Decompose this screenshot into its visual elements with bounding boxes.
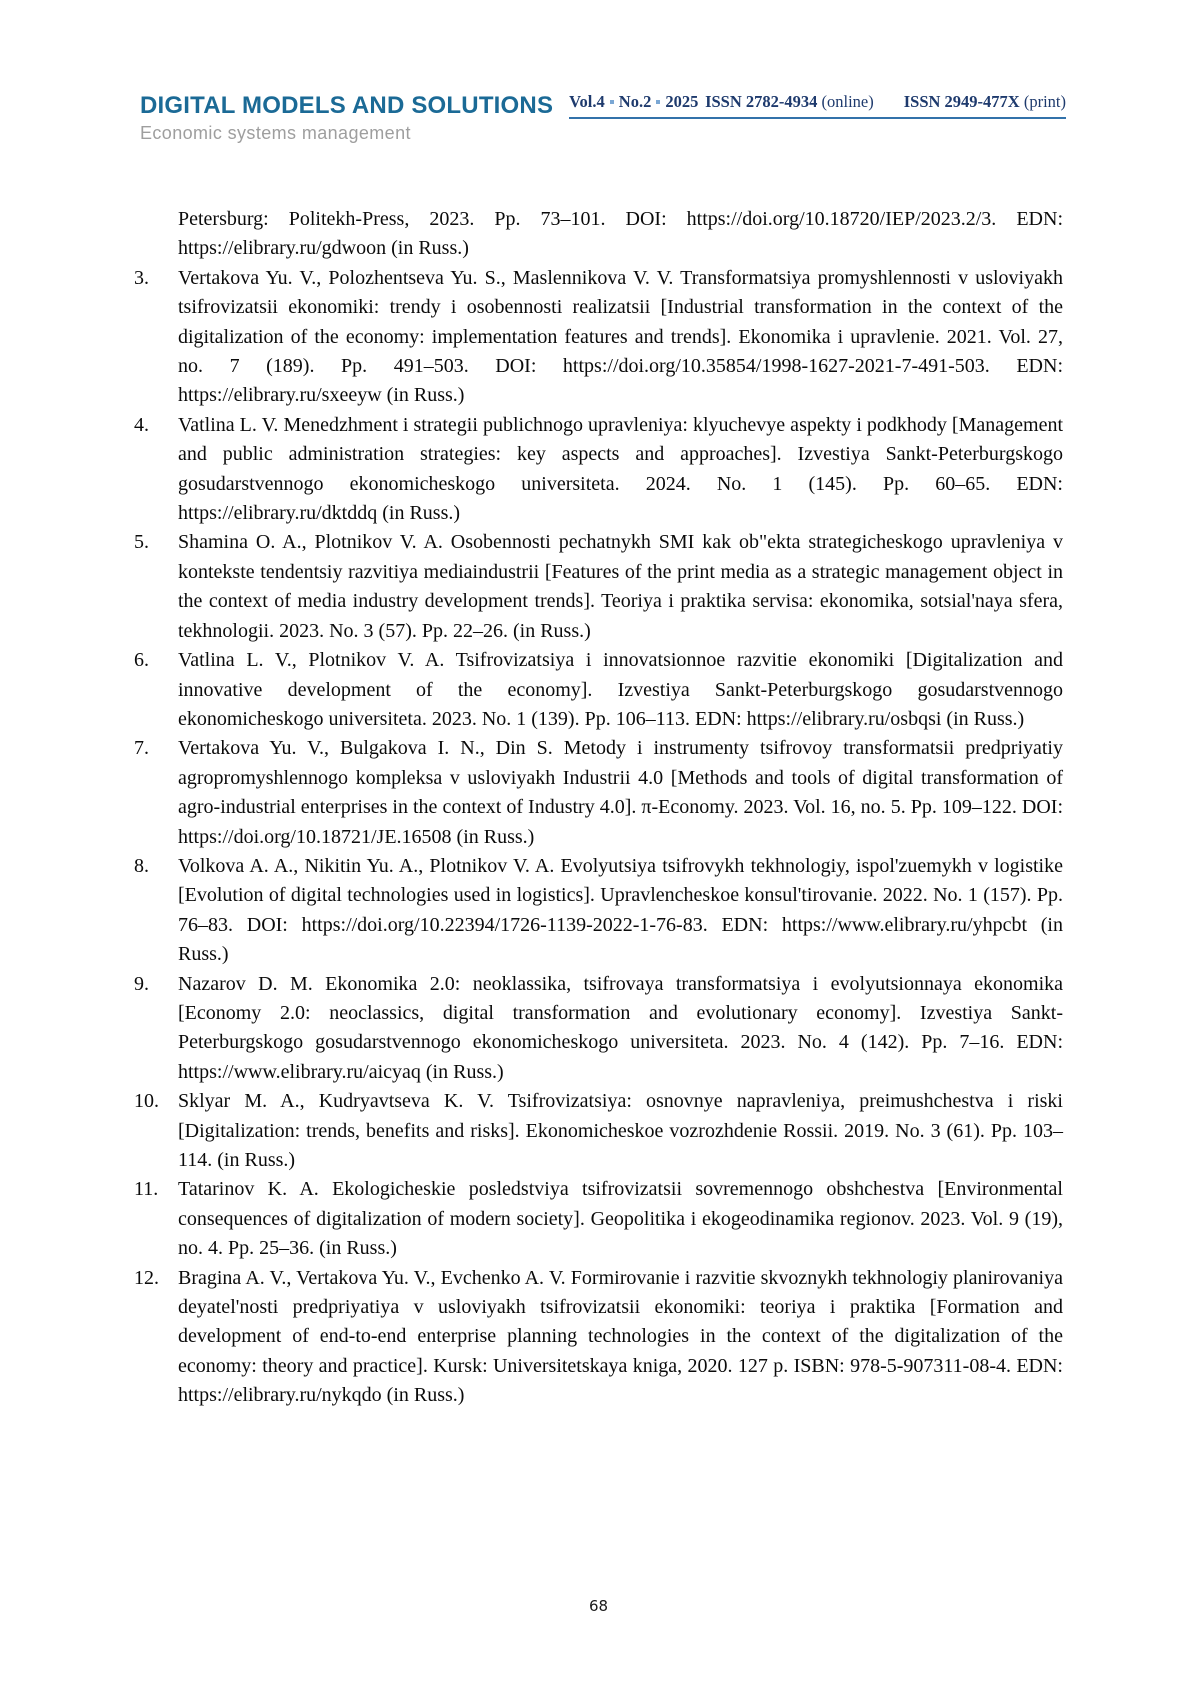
page-header	[140, 92, 1066, 144]
reference-item	[134, 734, 1063, 852]
reference-text: Vatlina L. V. Menedzhment i strategii publichnogo upravleniya: klyuchevye aspekty i podkhody [Management and public administration strategies: key aspects and approaches]. Izvestiya Sankt-Peterburgskogo gosudarstvennogo ekonomicheskogo universiteta. 2024. No. 1 (145). Pp. 60–65. EDN: https://elibrary.ru/dktddq (in Russ.)	[178, 413, 1063, 525]
header-row	[140, 92, 1066, 119]
page-footer	[134, 1597, 1063, 1615]
page-number: 68	[588, 1597, 609, 1615]
reference-text: Vertakova Yu. V., Bulgakova I. N., Din S. Metody i instrumenty tsifrovoy transformatsii predpriyatiy agropromyshlennogo kompleksa v usloviyakh Industrii 4.0 [Methods and tools of digital transformation of agro-industrial enterprises in the context of Industry 4.0]. π-Economy. 2023. Vol. 16, no. 5. Pp. 109–122. DOI: https://doi.org/10.18721/JE.16508 (in Russ.)	[178, 737, 1063, 848]
reference-number: 5.	[134, 531, 149, 554]
reference-item	[134, 1087, 1063, 1175]
dot-separator-icon	[656, 100, 660, 104]
reference-number: 4.	[134, 413, 149, 436]
reference-item	[134, 1175, 1063, 1263]
journal-title: DIGITAL MODELS AND SOLUTIONS	[140, 91, 554, 119]
issn-online-label: (online)	[821, 92, 874, 111]
journal-subtitle: Economic systems management	[140, 123, 411, 143]
reference-number: 12.	[134, 1266, 159, 1289]
reference-item	[134, 264, 1063, 411]
dot-separator-icon	[610, 100, 614, 104]
reference-text: Vertakova Yu. V., Polozhentseva Yu. S., Maslennikova V. V. Transformatsiya promyshlennosti v usloviyakh tsifrovizatsii ekonomiki: trendy i osobennosti realizatsii [Industrial transformation in the context of the digitalization of the economy: implementation features and trends]. Ekonomika i upravlenie. 2021. Vol. 27, no. 7 (189). Pp. 491–503. DOI: https://doi.org/10.35854/1998-1627-2021-7-491-503. EDN: https://elibrary.ru/sxeeyw (in Russ.)	[178, 266, 1063, 407]
reference-item	[134, 1264, 1063, 1411]
reference-number: 8.	[134, 854, 149, 877]
reference-text: Volkova A. A., Nikitin Yu. A., Plotnikov V. A. Evolyutsiya tsifrovykh tekhnologiy, ispol'zuemykh v logistike [Evolution of digital technologies used in logistics]. Upravlencheskoe konsul'tirovanie. 2022. No. 1 (157). Pp. 76–83. DOI: https://doi.org/10.22394/1726-1139-2022-1-76-83. EDN: https://www.elibrary.ru/yhpcbt (in Russ.)	[178, 854, 1063, 966]
issn-block	[705, 92, 1066, 112]
reference-item	[134, 646, 1063, 734]
reference-number: 7.	[134, 737, 149, 760]
reference-number: 9.	[134, 972, 149, 995]
reference-number: 11.	[134, 1178, 159, 1201]
reference-text: Shamina O. A., Plotnikov V. A. Osobennosti pechatnykh SMI kak ob"ekta strategicheskogo upravleniya v kontekste tendentsiy razvitiya mediaindustrii [Features of the print media as a strategic management object in the context of media industry development trends]. Teoriya i praktika servisa: ekonomika, sotsial'naya sfera, tekhnologii. 2023. No. 3 (57). Pp. 22–26. (in Russ.)	[178, 531, 1063, 642]
issn-print: ISSN 2949-477X	[903, 92, 1020, 111]
reference-text: Tatarinov K. A. Ekologicheskie posledstviya tsifrovizatsii sovremennogo obshchestva [Environmental consequences of digitalization of modern society]. Geopolitika i ekogeodinamika regionov. 2023. Vol. 9 (19), no. 4. Pp. 25–36. (in Russ.)	[178, 1178, 1063, 1260]
issn-print-label: (print)	[1023, 92, 1066, 111]
reference-item	[134, 528, 1063, 646]
issue-label: No.2	[618, 92, 652, 111]
reference-item	[134, 411, 1063, 529]
header-meta	[569, 92, 1066, 119]
reference-number: 6.	[134, 649, 149, 672]
issn-online-item	[705, 92, 874, 112]
reference-number: 10.	[134, 1090, 159, 1113]
reference-number: 3.	[134, 266, 149, 289]
issn-online: ISSN 2782-4934	[705, 92, 818, 111]
references-list	[134, 205, 1063, 1411]
volume-issue	[569, 92, 698, 112]
reference-item	[134, 852, 1063, 970]
year-label: 2025	[665, 92, 699, 111]
reference-continuation: Petersburg: Politekh-Press, 2023. Pp. 73–101. DOI: https://doi.org/10.18720/IEP/2023.2/3. EDN: https://elibrary.ru/gdwoon (in Russ.)	[178, 208, 1063, 260]
reference-text: Sklyar M. A., Kudryavtseva K. V. Tsifrovizatsiya: osnovnye napravleniya, preimushchestva i riski [Digitalization: trends, benefits and risks]. Ekonomicheskoe vozrozhdenie Rossii. 2019. No. 3 (61). Pp. 103–114. (in Russ.)	[178, 1090, 1063, 1171]
reference-text: Vatlina L. V., Plotnikov V. A. Tsifrovizatsiya i innovatsionnoe razvitie ekonomiki [Digitalization and innovative development of the economy]. Izvestiya Sankt-Peterburgskogo gosudarstvennogo ekonomicheskogo universiteta. 2023. No. 1 (139). Pp. 106–113. EDN: https://elibrary.ru/osbqsi (in Russ.)	[178, 649, 1063, 730]
issn-print-item	[904, 92, 1066, 112]
reference-item	[134, 970, 1063, 1088]
volume-label: Vol.4	[569, 92, 605, 111]
reference-text: Bragina A. V., Vertakova Yu. V., Evchenko A. V. Formirovanie i razvitie skvoznykh tekhnologiy planirovaniya deyatel'nosti predpriyatiya v usloviyakh tsifrovizatsii ekonomiki: teoriya i praktika [Formation and development of end-to-end enterprise planning technologies in the context of the digitalization of the economy: theory and practice]. Kursk: Universitetskaya kniga, 2020. 127 p. ISBN: 978-5-907311-08-4. EDN: https://elibrary.ru/nykqdo (in Russ.)	[178, 1266, 1063, 1407]
reference-text: Nazarov D. M. Ekonomika 2.0: neoklassika, tsifrovaya transformatsiya i evolyutsionnaya ekonomika [Economy 2.0: neoclassics, digital transformation and evolutionary economy]. Izvestiya Sankt-Peterburgskogo gosudarstvennogo ekonomicheskogo universiteta. 2023. No. 4 (142). Pp. 7–16. EDN: https://www.elibrary.ru/aicyaq (in Russ.)	[178, 972, 1063, 1083]
